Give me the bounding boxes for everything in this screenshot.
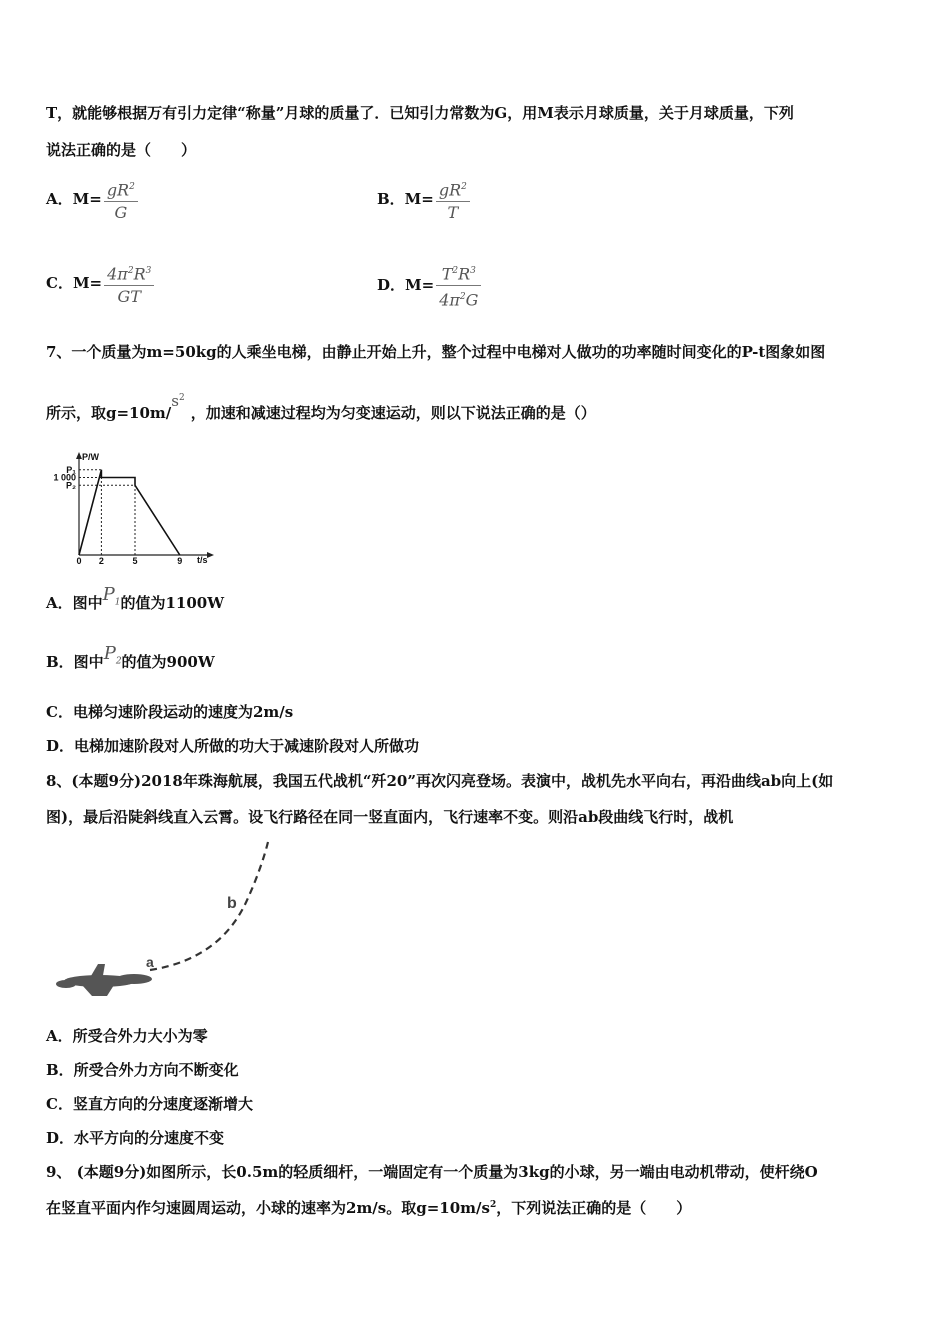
q6-stem-line1: T，就能够根据万有引力定律“称量”月球的质量了．已知引力常数为G，用M表示月球质量，关于月球质量，下列	[46, 104, 794, 122]
y-axis-label: P/W	[82, 452, 99, 462]
x-axis-label: t/s	[197, 555, 208, 565]
formula-fraction: $\frac{gR^2}{T}$	[436, 176, 470, 224]
symbol-p1: $P_1$	[102, 584, 121, 608]
q8-option-b: B．所受合外力方向不断变化	[46, 1061, 239, 1079]
q9-stem-line1: 9、 (本题9分)如图所示，长0.5m的轻质细杆，一端固定有一个质量为3kg的小球，另一端由电动机带动，使杆绕O	[46, 1163, 818, 1181]
y-tick-label-p2: P₂	[65, 480, 76, 491]
q8-option-a: A．所受合外力大小为零	[46, 1027, 208, 1045]
formula-fraction: $\frac{T^2R^3}{4\pi^2G}$	[436, 260, 481, 312]
q7-option-b: B．图中$P_2$的值为900W	[46, 643, 215, 671]
label-b: b	[227, 895, 237, 912]
q6-option-a	[46, 176, 138, 224]
symbol-p2: $P_2$	[103, 643, 122, 667]
unit-s-squared: $s^2$	[171, 392, 185, 410]
y-tick-label-p1: P₁	[66, 464, 76, 475]
q7-stem-line1: 7、一个质量为m=50kg的人乘坐电梯，由静止开始上升，整个过程中电梯对人做功的功率随时间变化的P-t图象如图	[46, 343, 826, 361]
x-tick-label-2: 2	[98, 556, 104, 566]
formula-fraction: $\frac{gR^2}{G}$	[104, 176, 138, 224]
q8-stem-line1: 8、(本题9分)2018年珠海航展，我国五代战机“歼20”再次闪亮登场。表演中，战机先水平向右，再沿曲线ab向上(如	[46, 772, 834, 790]
x-tick-label-0: 0	[76, 556, 82, 566]
option-label: D．M=	[377, 275, 435, 294]
q8-stem-line2: 图)，最后沿陡斜线直入云霄。设飞行路径在同一竖直面内，飞行速率不变。则沿ab段曲线飞行时，战机	[46, 808, 734, 826]
q7-option-a: A．图中$P_1$的值为1100W	[46, 584, 225, 612]
q8-option-d: D．水平方向的分速度不变	[46, 1129, 225, 1147]
p-t-series-line	[79, 470, 180, 555]
jet-fighter-image	[56, 964, 152, 996]
q8-option-c: C．竖直方向的分速度逐渐增大	[46, 1095, 253, 1113]
x-tick-label-9: 9	[177, 556, 183, 566]
option-label: A．M=	[46, 190, 102, 209]
q7-stem-line2: 所示，取$g=10m/s^2$，加速和减速过程均为匀变速运动，则以下说法正确的是（）	[46, 392, 596, 422]
option-label: B．M=	[377, 190, 434, 209]
jet-flight-path-figure	[52, 840, 282, 1002]
q6-option-b	[377, 176, 470, 224]
y-tick-label-1000: 1 000	[53, 472, 76, 483]
label-a: a	[146, 954, 154, 970]
flight-path-curve	[150, 842, 268, 970]
q6-stem-line2: 说法正确的是（ ）	[46, 141, 197, 159]
q6-option-c	[46, 260, 154, 308]
option-label: C．M=	[46, 274, 103, 293]
p-t-chart	[46, 448, 218, 566]
q9-stem-line2: 在竖直平面内作匀速圆周运动，小球的速率为2m/s。取$g=10m/s^2$，下列说法正确的是（ ）	[46, 1199, 692, 1217]
x-axis-arrow	[207, 552, 214, 558]
formula-fraction: $\frac{4\pi^2R^3}{GT}$	[104, 260, 154, 308]
q7-option-c: C．电梯匀速阶段运动的速度为2m/s	[46, 703, 294, 721]
x-tick-label-5: 5	[132, 556, 138, 566]
q6-option-d	[377, 260, 481, 312]
q7-option-d: D．电梯加速阶段对人所做的功大于减速阶段对人所做功	[46, 737, 420, 755]
